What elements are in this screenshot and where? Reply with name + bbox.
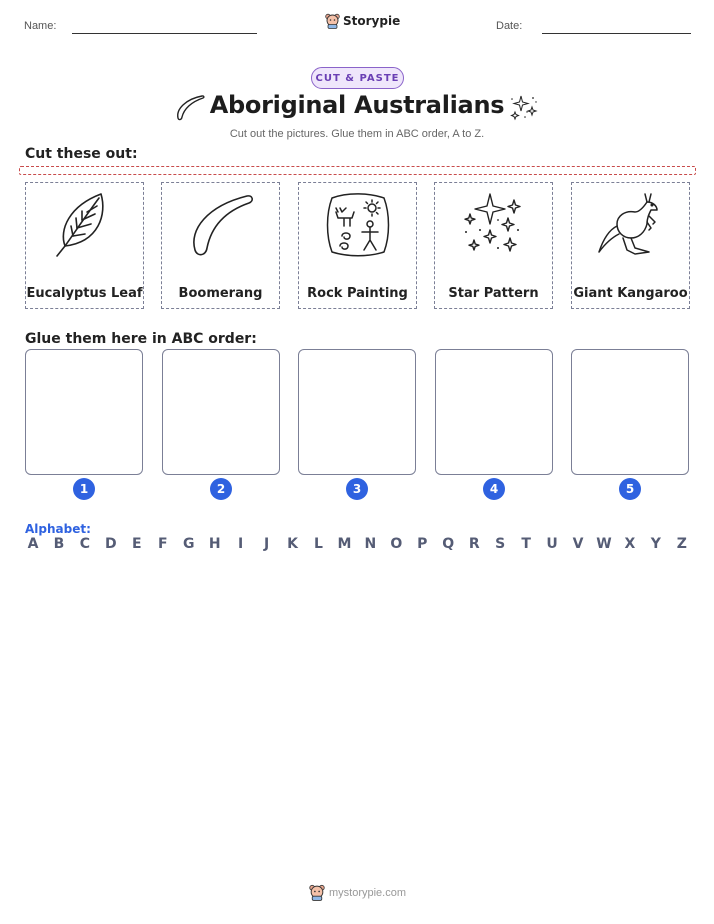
alphabet-letter: I bbox=[238, 536, 244, 552]
alphabet-letter: H bbox=[208, 536, 221, 552]
cut-card-giant-kangaroo[interactable] bbox=[571, 182, 690, 309]
card-label: Boomerang bbox=[178, 286, 263, 301]
alphabet-letter: Z bbox=[676, 536, 687, 552]
glue-slot-2[interactable] bbox=[162, 349, 280, 475]
alphabet-letter: B bbox=[53, 536, 65, 552]
cut-card-rock-painting[interactable] bbox=[298, 182, 417, 309]
date-line[interactable] bbox=[542, 33, 691, 34]
alphabet-letter: C bbox=[79, 536, 91, 552]
star-pattern-icon bbox=[458, 190, 530, 262]
boomerang-icon bbox=[185, 190, 257, 262]
bear-icon bbox=[309, 884, 325, 901]
bear-icon bbox=[325, 13, 340, 29]
footer bbox=[309, 884, 406, 901]
card-label: Giant Kangaroo bbox=[573, 286, 688, 301]
name-line[interactable] bbox=[72, 33, 257, 34]
page-title: Aboriginal Australians bbox=[209, 91, 505, 119]
cut-card-boomerang[interactable] bbox=[161, 182, 280, 309]
rock-painting-icon bbox=[322, 190, 394, 262]
alphabet-letter: K bbox=[287, 536, 298, 552]
alphabet-letter: Y bbox=[650, 536, 661, 552]
alphabet-letter: G bbox=[182, 536, 195, 552]
alphabet-letter: Q bbox=[442, 536, 455, 552]
instructions: Cut out the pictures. Glue them in ABC order, A to Z. bbox=[229, 128, 485, 140]
kangaroo-icon bbox=[595, 190, 667, 262]
card-label: Eucalyptus Leaf bbox=[26, 286, 143, 301]
leaf-icon bbox=[49, 190, 121, 262]
alphabet-letter: U bbox=[546, 536, 558, 552]
alphabet-letter: T bbox=[521, 536, 531, 552]
alphabet-letter: D bbox=[105, 536, 117, 552]
name-label: Name: bbox=[24, 20, 57, 32]
glue-slot-4[interactable] bbox=[435, 349, 553, 475]
alphabet-letter: E bbox=[132, 536, 142, 552]
title-stars-icon bbox=[509, 93, 539, 121]
alphabet-letter: N bbox=[364, 536, 377, 552]
alphabet-row bbox=[25, 536, 690, 552]
alphabet-letter: F bbox=[157, 536, 168, 552]
slot-number-4: 4 bbox=[483, 478, 505, 500]
footer-url: mystorypie.com bbox=[329, 886, 407, 899]
alphabet-letter: W bbox=[596, 536, 612, 552]
date-label: Date: bbox=[496, 20, 523, 32]
slot-number-3: 3 bbox=[346, 478, 368, 500]
glue-slot-5[interactable] bbox=[571, 349, 689, 475]
alphabet-letter: L bbox=[314, 536, 323, 552]
cut-card-star-pattern[interactable] bbox=[434, 182, 553, 309]
slot-number-5: 5 bbox=[619, 478, 641, 500]
glue-heading: Glue them here in ABC order: bbox=[25, 331, 257, 347]
slot-number-1: 1 bbox=[73, 478, 95, 500]
cut-heading: Cut these out: bbox=[25, 146, 138, 162]
alphabet-letter: A bbox=[27, 536, 39, 552]
cut-line bbox=[19, 166, 696, 175]
alphabet-letter: M bbox=[337, 536, 352, 552]
card-label: Rock Painting bbox=[307, 286, 408, 301]
alphabet-letter: O bbox=[390, 536, 403, 552]
glue-slot-1[interactable] bbox=[25, 349, 143, 475]
alphabet-letter: X bbox=[624, 536, 636, 552]
alphabet-letter: V bbox=[572, 536, 584, 552]
cut-paste-badge: CUT & PASTE bbox=[311, 67, 404, 89]
alphabet-letter: R bbox=[468, 536, 480, 552]
alphabet-letter: S bbox=[495, 536, 506, 552]
glue-slot-3[interactable] bbox=[298, 349, 416, 475]
card-label: Star Pattern bbox=[448, 286, 539, 301]
slot-number-2: 2 bbox=[210, 478, 232, 500]
alphabet-letter: J bbox=[263, 536, 270, 552]
alphabet-letter: P bbox=[417, 536, 428, 552]
brand-logo bbox=[325, 13, 400, 29]
brand-name: Storypie bbox=[343, 14, 401, 28]
alphabet-heading: Alphabet: bbox=[25, 522, 91, 536]
cut-card-eucalyptus-leaf[interactable] bbox=[25, 182, 144, 309]
